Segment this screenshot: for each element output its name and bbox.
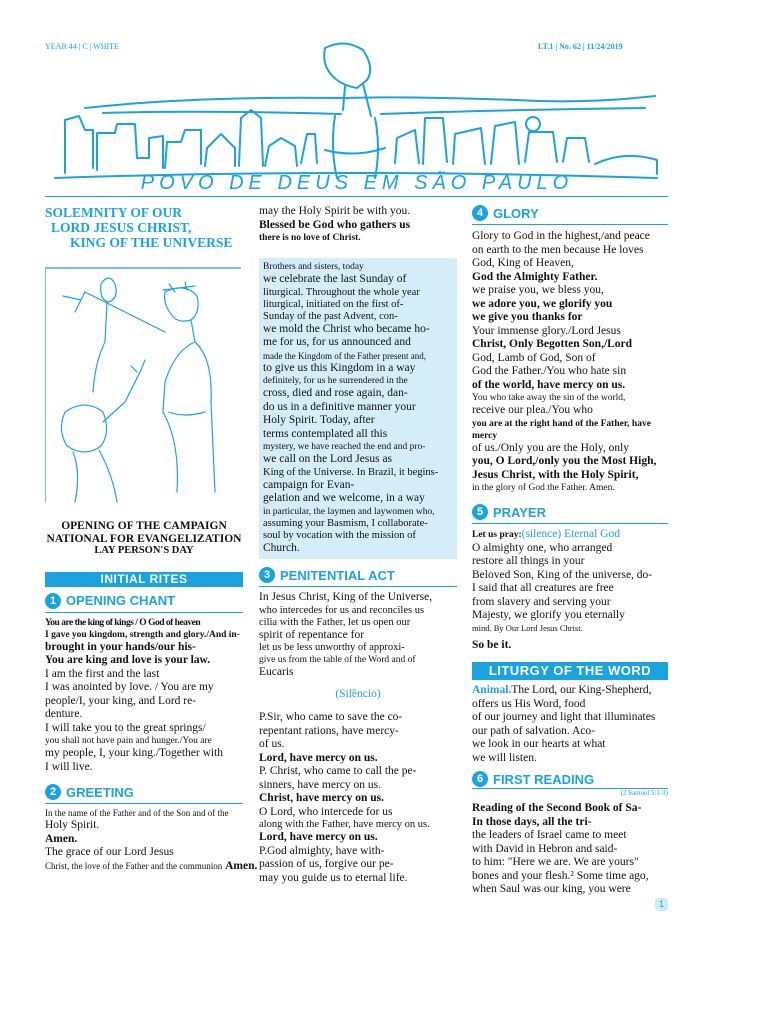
penitential-response: Christ, have mercy on us. bbox=[259, 792, 385, 804]
chant-line: you shall not have pain and hunger./You are bbox=[45, 736, 212, 746]
first-reading-heading bbox=[472, 771, 668, 789]
masthead-illustration bbox=[45, 38, 668, 198]
glory-line: you are at the right hand of the Father, have mercy bbox=[472, 418, 651, 441]
prayer-lead: Let us pray: bbox=[472, 530, 522, 540]
liturgy-line: our path of salvation. Aco- bbox=[472, 724, 595, 737]
glory-line: God the Father./You who hate sin bbox=[472, 365, 627, 377]
penitential-line: let us be less unworthy of approxi- bbox=[259, 642, 405, 653]
intro-line: liturgical, initiated on the first of- bbox=[263, 298, 404, 310]
penitential-line: may you guide us to eternal life. bbox=[259, 871, 408, 884]
title-line: SOLEMNITY OF OUR bbox=[45, 205, 183, 220]
liturgy-line: we look in our hearts at what bbox=[472, 738, 606, 750]
page-number: 1 bbox=[655, 898, 668, 911]
text-line: Blessed be God who gathers us bbox=[259, 218, 411, 231]
title-line: LORD JESUS CHRIST, bbox=[51, 220, 192, 235]
reading-line: In those days, all the tri- bbox=[472, 815, 592, 828]
greeting-heading bbox=[45, 784, 243, 804]
greeting-line: The grace of our Lord Jesus bbox=[45, 846, 174, 858]
initial-rites-banner: INITIAL RITES bbox=[45, 572, 243, 587]
first-reading-text bbox=[472, 802, 668, 897]
section-title: OPENING CHANT bbox=[66, 593, 176, 608]
glory-line: of us./Only you are the Holy, only bbox=[472, 441, 630, 454]
chant-line: my people, I, your king./Together with bbox=[45, 747, 224, 759]
penitential-line: P.Sir, who came to save the co- bbox=[259, 711, 403, 723]
glory-line: You who take away the sin of the world, bbox=[472, 393, 626, 403]
section-number: 3 bbox=[259, 567, 275, 583]
section-title: GLORY bbox=[493, 205, 539, 221]
edition-info: YEAR 44 | C | WHITE bbox=[45, 42, 119, 51]
intro-line: Holy Spirit. Today, after bbox=[263, 414, 375, 426]
prayer-line: I said that all creatures are free bbox=[472, 582, 614, 594]
section-number: 2 bbox=[45, 784, 61, 800]
campaign-caption bbox=[45, 520, 243, 558]
penitential-act-text bbox=[259, 591, 457, 885]
liturgy-line: we will listen. bbox=[472, 751, 537, 764]
glory-heading bbox=[472, 205, 668, 225]
section-number: 6 bbox=[472, 771, 488, 787]
liturgy-intro bbox=[472, 684, 668, 765]
greeting-line: Holy Spirit. bbox=[45, 819, 100, 831]
header-rule bbox=[45, 196, 668, 197]
intro-line: we celebrate the last Sunday of bbox=[263, 273, 407, 285]
glory-line: God, King of Heaven, bbox=[472, 257, 574, 269]
penitential-response: Lord, have mercy on us. bbox=[259, 751, 378, 764]
glory-line: we adore you, we glorify you bbox=[472, 297, 613, 310]
glory-line: Your immense glory./Lord Jesus bbox=[472, 324, 621, 337]
chant-line: brought in your hands/our his- bbox=[45, 640, 196, 653]
column-2 bbox=[259, 205, 457, 885]
glory-line: in the glory of God the Father. Amen. bbox=[472, 483, 615, 493]
reading-line: when Saul was our king, you were bbox=[472, 883, 631, 895]
glory-line: we praise you, we bless you, bbox=[472, 284, 604, 296]
caption-line: LAY PERSON'S DAY bbox=[94, 545, 194, 556]
prayer-line: restore all things in your bbox=[472, 555, 585, 567]
glory-line: Glory to God in the highest,/and peace bbox=[472, 230, 650, 242]
penitential-line: passion of us, forgive our pe- bbox=[259, 858, 394, 870]
penitential-line: sinners, have mercy on us. bbox=[259, 778, 381, 791]
greeting-text bbox=[45, 807, 258, 873]
animator-label: Animal. bbox=[472, 684, 512, 696]
greeting-response: Amen. bbox=[45, 832, 78, 845]
chant-line: denture. bbox=[45, 708, 83, 720]
intro-line: cross, died and rose again, dan- bbox=[263, 387, 408, 399]
penitential-line: of us. bbox=[259, 738, 285, 750]
penitential-response: Lord, have mercy on us. bbox=[259, 831, 378, 843]
chant-line: I will live. bbox=[45, 760, 93, 773]
chant-line: You are the king of kings / O God of heaven bbox=[45, 617, 201, 628]
liturgy-of-the-word-banner: LITURGY OF THE WORD bbox=[472, 662, 668, 680]
masthead-title: POVO DE DEUS EM SÃO PAULO bbox=[140, 172, 574, 194]
liturgy-line: The Lord, our King-Shepherd, bbox=[511, 684, 652, 696]
chant-line: I am the first and the last bbox=[45, 667, 160, 680]
caption-line: OPENING OF THE CAMPAIGN bbox=[61, 520, 227, 532]
intro-line: gelation and we welcome, in a way bbox=[263, 492, 425, 504]
opening-chant-heading bbox=[45, 593, 243, 613]
chant-line: people/I, your king, and Lord re- bbox=[45, 694, 197, 707]
section-number: 1 bbox=[45, 593, 61, 609]
prayer-heading bbox=[472, 504, 668, 524]
penitential-line: Eucaris bbox=[259, 666, 294, 678]
penitential-line: spirit of repentance for bbox=[259, 628, 365, 641]
silence-note: (Silêncio) bbox=[335, 687, 381, 700]
penitential-line: repentant rations, have mercy- bbox=[259, 724, 399, 737]
section-title: PENITENTIAL ACT bbox=[280, 567, 395, 583]
opening-chant-text bbox=[45, 617, 243, 775]
prayer-line: O almighty one, who arranged bbox=[472, 541, 613, 554]
caption-line: NATIONAL FOR EVANGELIZATION bbox=[46, 532, 242, 545]
glory-line: you, O Lord,/only you the Most High, bbox=[472, 455, 657, 467]
intro-line: Sunday of the past Advent, con- bbox=[263, 310, 398, 322]
issue-info: LT.1 | No. 62 | 11/24/2019 bbox=[538, 42, 623, 51]
intro-line: to give us this Kingdom in a way bbox=[263, 361, 416, 374]
glory-text bbox=[472, 230, 668, 494]
glory-line: Jesus Christ, with the Holy Spirit, bbox=[472, 468, 639, 481]
section-number: 5 bbox=[472, 504, 488, 520]
glory-line: God the Almighty Father. bbox=[472, 270, 598, 283]
reading-line: the leaders of Israel came to meet bbox=[472, 829, 627, 841]
title-line: KING OF THE UNIVERSE bbox=[70, 235, 233, 250]
intro-line: Brothers and sisters, today bbox=[263, 262, 364, 272]
intro-line: King of the Universe. In Brazil, it begins- bbox=[263, 466, 439, 478]
intro-line: mystery, we have reached the end and pro- bbox=[263, 442, 426, 452]
penitential-line: P. Christ, who came to call the pe- bbox=[259, 765, 417, 777]
liturgy-line: offers us His Word, food bbox=[472, 697, 586, 710]
reading-line: Reading of the Second Book of Sa- bbox=[472, 802, 642, 814]
glory-line: on earth to the men because He loves bbox=[472, 243, 644, 256]
greeting-line: Christ, the love of the Father and the communion bbox=[45, 860, 223, 871]
glory-line: Christ, Only Begotten Son,/Lord bbox=[472, 338, 633, 350]
glory-line: we give you thanks for bbox=[472, 311, 583, 323]
prayer-line: from slavery and serving your bbox=[472, 595, 611, 608]
prayer-line: Beloved Son, King of the universe, do- bbox=[472, 568, 653, 581]
glory-line: receive our plea./You who bbox=[472, 404, 593, 416]
intro-line: definitely, for us he surrendered in the bbox=[263, 376, 408, 386]
greeting-line: In the name of the Father and of the Son and of the bbox=[45, 808, 229, 818]
reading-line: with David in Hebron and said- bbox=[472, 842, 618, 855]
text-line: there is no love of Christ. bbox=[259, 233, 361, 243]
prayer-line: Majesty, we glorify you eternally bbox=[472, 609, 625, 621]
intro-line: terms contemplated all this bbox=[263, 427, 388, 440]
prayer-line: mind. By Our Lord Jesus Christ. bbox=[472, 622, 583, 633]
intro-line: campaign for Evan- bbox=[263, 478, 355, 491]
christ-king-illustration bbox=[45, 262, 241, 512]
penitential-act-heading bbox=[259, 567, 457, 587]
chant-line: I was anointed by love. / You are my bbox=[45, 681, 214, 693]
chant-line: I gave you kingdom, strength and glory./And in- bbox=[45, 629, 240, 640]
penitential-line: give us from the table of the Word and of bbox=[259, 655, 416, 665]
section-title: PRAYER bbox=[493, 504, 546, 520]
penitential-line: cilia with the Father, let us open our bbox=[259, 616, 411, 628]
glory-line: of the world, have mercy on us. bbox=[472, 378, 626, 391]
reading-reference: (2 Samuel 5:1-3) bbox=[620, 789, 668, 797]
intro-line: in particular, the laymen and laywomen who, bbox=[263, 506, 435, 517]
penitential-line: P.God almighty, have with- bbox=[259, 844, 385, 857]
chant-line: You are king and love is your law. bbox=[45, 654, 211, 666]
section-title: FIRST READING bbox=[493, 771, 595, 787]
liturgy-line: of our journey and light that illuminates bbox=[472, 711, 656, 723]
penitential-line: along with the Father, have mercy on us. bbox=[259, 819, 430, 830]
intro-line: soul by vocation with the mission of bbox=[263, 529, 416, 541]
glory-line: God, Lamb of God, Son of bbox=[472, 351, 596, 364]
intro-line: liturgical. Throughout the whole year bbox=[263, 286, 420, 298]
reading-line: bones and your flesh.² Some time ago, bbox=[472, 869, 649, 882]
chant-line: I will take you to the great springs/ bbox=[45, 721, 206, 734]
penitential-line: In Jesus Christ, King of the Universe, bbox=[259, 591, 433, 603]
prayer-text bbox=[472, 528, 668, 652]
intro-line: we call on the Lord Jesus as bbox=[263, 453, 393, 465]
reading-line: to him: "Here we are. We are yours" bbox=[472, 856, 639, 868]
column-3 bbox=[472, 205, 668, 897]
silence-note: (silence) Eternal God bbox=[521, 528, 620, 540]
text-line: may the Holy Spirit be with you. bbox=[259, 205, 411, 217]
introduction-box bbox=[259, 258, 457, 559]
column-1 bbox=[45, 205, 258, 873]
intro-line: made the Kingdom of the Father present and, bbox=[263, 350, 426, 361]
intro-line: assuming your Basmism, I collaborate- bbox=[263, 517, 428, 529]
intro-line: we mold the Christ who became ho- bbox=[263, 322, 430, 335]
section-number: 4 bbox=[472, 205, 488, 221]
intro-line: me for us, for us announced and bbox=[263, 336, 411, 348]
intro-line: Church. bbox=[263, 541, 300, 554]
section-title: GREETING bbox=[66, 784, 134, 800]
solemnity-title bbox=[45, 205, 243, 250]
penitential-line: O Lord, who intercede for us bbox=[259, 805, 393, 818]
penitential-line: who intercedes for us and reconciles us bbox=[259, 604, 425, 616]
prayer-response: So be it. bbox=[472, 638, 512, 651]
greeting-response: Amen. bbox=[225, 859, 258, 872]
intro-line: do us in a definitive manner your bbox=[263, 400, 416, 413]
